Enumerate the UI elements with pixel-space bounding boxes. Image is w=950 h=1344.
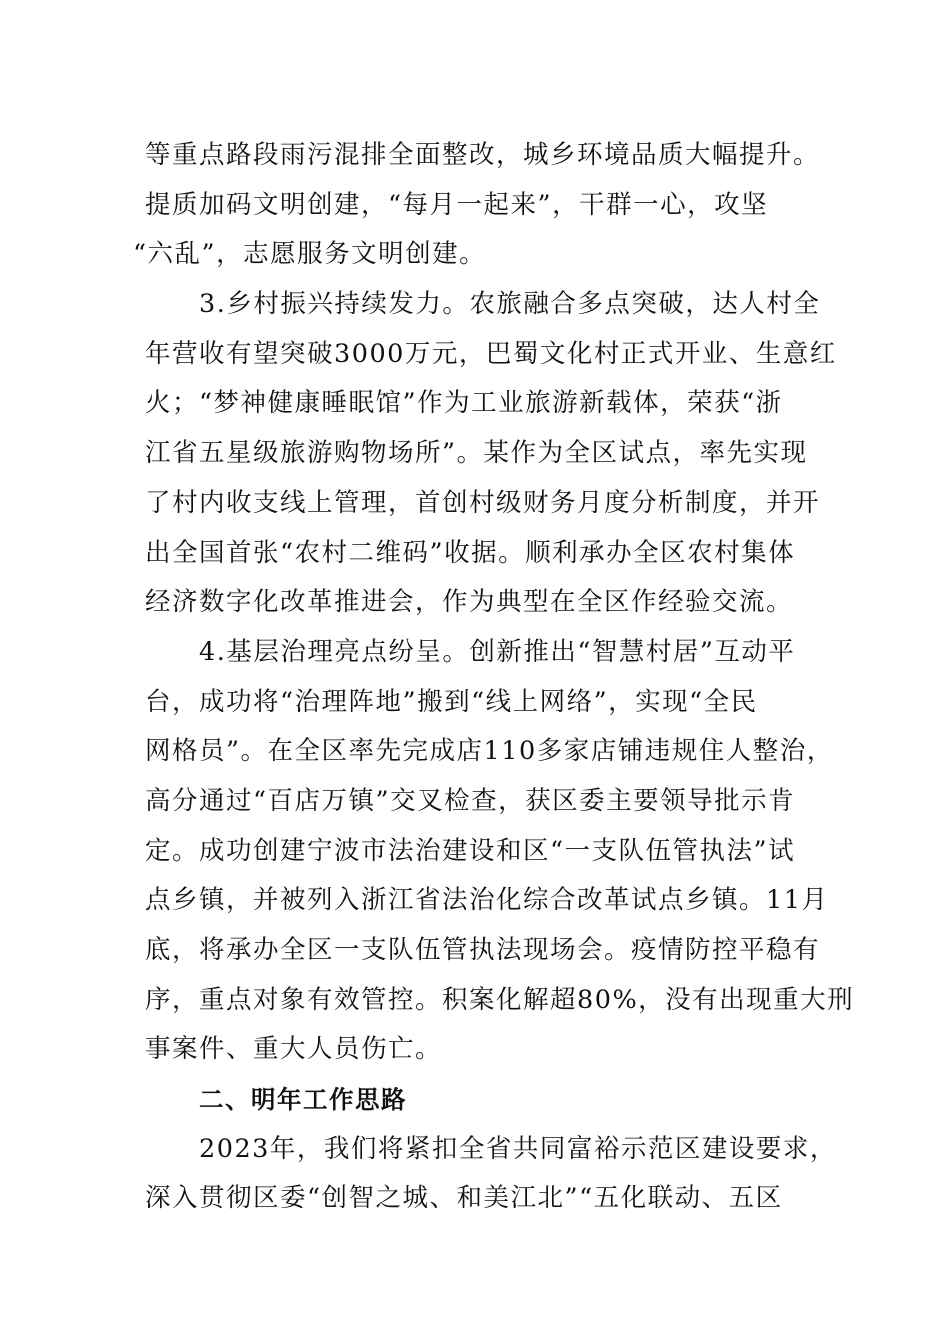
paragraph-4-start: 4.基层治理亮点纷呈。创新推出“智慧村居”互动平	[199, 636, 796, 667]
document-body	[133, 131, 855, 1224]
text-line: 提质加码文明创建，“每月一起来”，干群一心，攻坚	[145, 189, 769, 220]
text-line: 台，成功将“治理阵地”搬到“线上网络”，实现“全民	[145, 686, 758, 717]
paragraph-3-start: 3.乡村振兴持续发力。农旅融合多点突破，达人村全	[199, 289, 821, 320]
text-line: 等重点路段雨污混排全面整改，城乡环境品质大幅提升。	[145, 140, 821, 170]
text-line: 出全国首张“农村二维码”收据。顺利承办全区农村集体	[145, 537, 796, 568]
text-line: 火；“梦神健康睡眠馆”作为工业旅游新载体，荣获“浙	[145, 388, 783, 419]
text-line: 底，将承办全区一支队伍管执法现场会。疫情防控平稳有	[145, 935, 821, 965]
text-line: 序，重点对象有效管控。积案化解超80%，没有出现重大刑	[145, 984, 855, 1015]
text-line: 经济数字化改革推进会，作为典型在全区作经验交流。	[145, 587, 794, 618]
text-line: 了村内收支线上管理，首创村级财务月度分析制度，并开	[145, 487, 821, 518]
text-line: 定。成功创建宁波市法治建设和区“一支队伍管执法”试	[145, 835, 796, 866]
section-heading: 二、明年工作思路	[199, 1085, 407, 1115]
text-line: 江省五星级旅游购物场所”。某作为全区试点，率先实现	[145, 438, 808, 469]
text-line: 高分通过“百店万镇”交叉检查，获区委主要领导批示肯	[145, 785, 796, 816]
text-line: 年营收有望突破3000万元，巴蜀文化村正式开业、生意红	[145, 338, 837, 369]
text-line: “六乱”，志愿服务文明创建。	[133, 239, 487, 270]
paragraph-start: 2023年，我们将紧扣全省共同富裕示范区建设要求，	[199, 1133, 837, 1164]
text-line: 深入贯彻区委“创智之城、和美江北”“五化联动、五区	[145, 1183, 783, 1214]
text-line: 网格员”。在全区率先完成店110多家店铺违规住人整治，	[145, 736, 834, 767]
text-line: 点乡镇，并被列入浙江省法治化综合改革试点乡镇。11月	[145, 885, 829, 916]
text-line: 事案件、重大人员伤亡。	[145, 1034, 443, 1065]
